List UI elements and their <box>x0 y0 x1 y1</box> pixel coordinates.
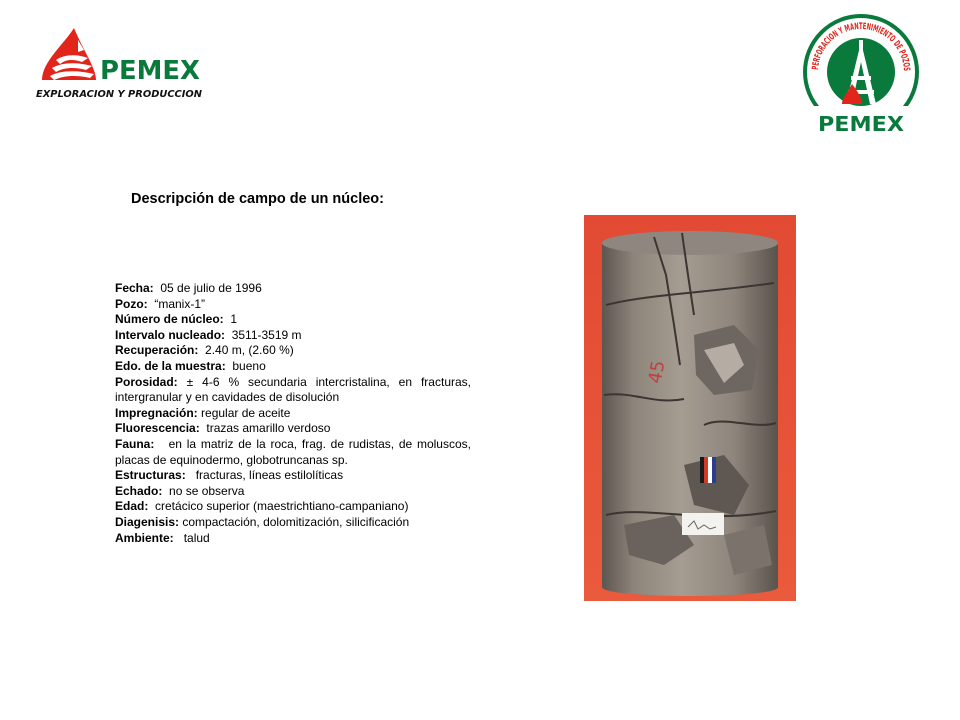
field-echado <box>115 484 471 500</box>
field-value: 3511-3519 m <box>231 327 302 342</box>
field-label: Recuperación: <box>115 343 199 358</box>
field-intervalo <box>115 328 471 344</box>
field-value: fracturas, líneas estilolíticas <box>195 468 344 483</box>
right-logo-brand: PEMEX <box>818 112 905 136</box>
field-label: Número de núcleo: <box>115 312 224 327</box>
sample-label <box>682 513 724 535</box>
field-label: Intervalo nucleado: <box>115 327 226 342</box>
perforacion-pemex-logo <box>796 14 926 140</box>
core-marking: 45 <box>644 358 670 386</box>
ring-text: PERFORACION Y MANTENIMIENTO DE POZOS <box>811 21 912 75</box>
field-value: en la matriz de la roca, frag. de rudistas, de moluscos, placas de equinodermo, globotruncanas sp. <box>115 436 471 467</box>
field-label: Impregnación: <box>115 405 198 420</box>
left-logo-brand: PEMEX <box>100 56 200 86</box>
core-description <box>115 281 471 546</box>
field-value: regular de aceite <box>201 405 291 420</box>
field-diagenisis <box>115 515 471 531</box>
field-label: Edad: <box>115 499 149 514</box>
field-label: Diagenisis: <box>115 514 180 529</box>
field-label: Pozo: <box>115 296 148 311</box>
field-value: ± 4-6 % secundaria intercristalina, en fracturas, intergranular y en cavidades de disolución <box>115 374 471 405</box>
field-edo-muestra <box>115 359 471 375</box>
field-value: 1 <box>230 312 238 327</box>
field-value: “manix-1” <box>154 296 206 311</box>
field-label: Fecha: <box>115 281 154 295</box>
field-ambiente <box>115 531 471 547</box>
field-value: compactación, dolomitización, silicificación <box>182 514 410 529</box>
pemex-exploracion-logo <box>34 24 206 102</box>
field-impregnacion <box>115 406 471 422</box>
field-edad <box>115 499 471 515</box>
field-porosidad <box>115 375 471 406</box>
field-label: Fauna: <box>115 436 155 451</box>
field-estructuras <box>115 468 471 484</box>
page-title: Descripción de campo de un núcleo: <box>131 191 384 207</box>
field-value: cretácico superior (maestrichtiano-campaniano) <box>155 499 409 514</box>
core-top-face <box>602 231 778 255</box>
field-label: Echado: <box>115 483 163 498</box>
field-fecha <box>115 281 471 297</box>
field-numero-nucleo <box>115 312 471 328</box>
field-label: Ambiente: <box>115 530 174 545</box>
field-pozo <box>115 297 471 313</box>
field-label: Porosidad: <box>115 374 178 389</box>
field-label: Edo. de la muestra: <box>115 358 226 373</box>
field-value: trazas amarillo verdoso <box>206 421 331 436</box>
pemex-eagle-drop-icon <box>42 28 96 80</box>
field-value: 2.40 m, (2.60 %) <box>205 343 294 358</box>
color-scale <box>700 457 716 483</box>
field-value: talud <box>183 530 210 545</box>
field-value: bueno <box>232 358 266 373</box>
left-logo-subtitle: EXPLORACION Y PRODUCCION <box>36 89 203 100</box>
field-fluorescencia <box>115 421 471 437</box>
field-fauna <box>115 437 471 468</box>
field-value: no se observa <box>169 483 245 498</box>
field-label: Estructuras: <box>115 468 186 483</box>
field-label: Fluorescencia: <box>115 421 200 436</box>
field-recuperacion <box>115 343 471 359</box>
field-value: 05 de julio de 1996 <box>160 281 262 295</box>
core-sample-photo <box>584 215 796 601</box>
